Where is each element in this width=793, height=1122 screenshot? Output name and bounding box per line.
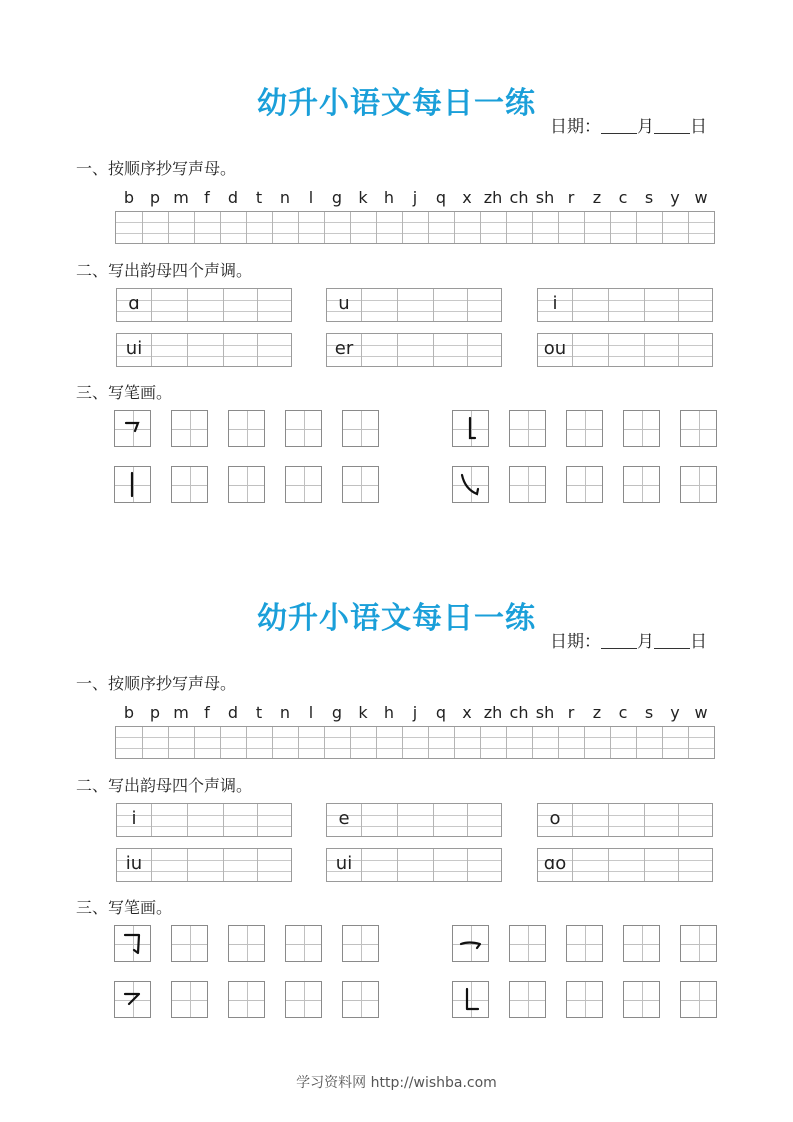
- initial-letter: b: [123, 188, 135, 207]
- final-label: ɑo: [543, 853, 567, 874]
- final-label: ui: [335, 853, 353, 874]
- initial-letter: zh: [483, 703, 503, 722]
- final-writing-box[interactable]: [326, 803, 502, 837]
- final-label: i: [552, 293, 558, 314]
- initial-letter: zh: [483, 188, 503, 207]
- stroke-practice-box[interactable]: [342, 981, 379, 1018]
- initial-letter: s: [644, 188, 654, 207]
- stroke-xiegou-icon: [453, 467, 488, 502]
- stroke-practice-box[interactable]: [623, 410, 660, 447]
- stroke-sample-box: [114, 981, 151, 1018]
- stroke-practice-box[interactable]: [623, 466, 660, 503]
- stroke-practice-box[interactable]: [566, 466, 603, 503]
- footer-watermark: 学习资料网 http://wishba.com: [296, 1075, 497, 1091]
- stroke-sample-box: [452, 925, 489, 962]
- initial-letter: z: [592, 703, 602, 722]
- stroke-shu-icon: [115, 467, 150, 502]
- final-writing-box[interactable]: [537, 803, 713, 837]
- worksheet-title: 幼升小语文每日一练: [257, 601, 536, 636]
- initial-letter: h: [383, 703, 395, 722]
- initial-letter: l: [308, 188, 314, 207]
- initial-letter: f: [204, 188, 210, 207]
- initial-letter: h: [383, 188, 395, 207]
- initial-letter: k: [358, 703, 368, 722]
- final-writing-box[interactable]: [116, 288, 292, 322]
- initials-writing-grid[interactable]: [115, 726, 715, 759]
- day-blank[interactable]: [654, 632, 690, 649]
- stroke-practice-box[interactable]: [228, 925, 265, 962]
- stroke-practice-box[interactable]: [680, 410, 717, 447]
- final-label: ui: [125, 338, 143, 359]
- initial-letter: j: [412, 188, 418, 207]
- stroke-practice-box[interactable]: [509, 925, 546, 962]
- initial-letter: x: [462, 703, 472, 722]
- month-blank[interactable]: [601, 117, 637, 134]
- final-label: ou: [543, 338, 567, 359]
- stroke-shuzhe-icon: [453, 982, 488, 1017]
- final-label: ɑ: [128, 293, 140, 314]
- stroke-practice-box[interactable]: [342, 410, 379, 447]
- initial-letter: t: [255, 188, 263, 207]
- section-heading-finals: 二、写出韵母四个声调。: [76, 261, 253, 280]
- initial-letter: p: [149, 188, 161, 207]
- stroke-practice-box[interactable]: [285, 466, 322, 503]
- stroke-practice-box[interactable]: [171, 981, 208, 1018]
- stroke-practice-box[interactable]: [566, 925, 603, 962]
- stroke-practice-box[interactable]: [509, 466, 546, 503]
- stroke-sample-box: [114, 925, 151, 962]
- initial-letter: d: [227, 703, 239, 722]
- initial-letter: q: [435, 188, 447, 207]
- initial-letter: z: [592, 188, 602, 207]
- initial-letter: n: [279, 703, 291, 722]
- initials-writing-grid[interactable]: [115, 211, 715, 244]
- initial-letter: q: [435, 703, 447, 722]
- final-label: iu: [125, 853, 143, 874]
- stroke-practice-box[interactable]: [285, 925, 322, 962]
- final-label: o: [549, 808, 561, 829]
- initial-letter: j: [412, 703, 418, 722]
- initial-letter: x: [462, 188, 472, 207]
- initial-letter: m: [173, 188, 189, 207]
- date-field: 日期： 月 日: [550, 632, 707, 652]
- stroke-practice-box[interactable]: [342, 925, 379, 962]
- section-heading-initials: 一、按顺序抄写声母。: [76, 674, 237, 693]
- initial-letter: sh: [535, 188, 555, 207]
- initial-letter: g: [331, 188, 343, 207]
- initial-letter: c: [618, 188, 628, 207]
- stroke-practice-box[interactable]: [285, 410, 322, 447]
- initial-letter: y: [670, 703, 680, 722]
- initial-letter: n: [279, 188, 291, 207]
- section-heading-finals: 二、写出韵母四个声调。: [76, 776, 253, 795]
- stroke-practice-box[interactable]: [509, 981, 546, 1018]
- final-label: u: [338, 293, 350, 314]
- initial-letter: c: [618, 703, 628, 722]
- stroke-practice-box[interactable]: [228, 981, 265, 1018]
- initial-letter: m: [173, 703, 189, 722]
- month-blank[interactable]: [601, 632, 637, 649]
- final-writing-box[interactable]: [116, 848, 292, 882]
- stroke-henggou-icon: [453, 926, 488, 961]
- stroke-practice-box[interactable]: [566, 410, 603, 447]
- final-writing-box[interactable]: [537, 848, 713, 882]
- stroke-practice-box[interactable]: [342, 466, 379, 503]
- final-label: i: [131, 808, 137, 829]
- final-writing-box[interactable]: [116, 333, 292, 367]
- initial-letter: l: [308, 703, 314, 722]
- initial-letter: w: [694, 703, 708, 722]
- stroke-hengzhe-icon: [115, 411, 150, 446]
- stroke-shuzhe-icon: [453, 411, 488, 446]
- final-writing-box[interactable]: [326, 333, 502, 367]
- stroke-sample-box: [114, 466, 151, 503]
- final-writing-box[interactable]: [326, 288, 502, 322]
- stroke-practice-box[interactable]: [623, 981, 660, 1018]
- stroke-sample-box: [452, 981, 489, 1018]
- initial-letter: y: [670, 188, 680, 207]
- section-heading-strokes: 三、写笔画。: [76, 898, 173, 917]
- stroke-practice-box[interactable]: [171, 410, 208, 447]
- stroke-practice-box[interactable]: [228, 466, 265, 503]
- stroke-hengzhegou-icon: [115, 926, 150, 961]
- final-writing-box[interactable]: [537, 288, 713, 322]
- stroke-practice-box[interactable]: [228, 410, 265, 447]
- stroke-practice-box[interactable]: [623, 925, 660, 962]
- final-writing-box[interactable]: [537, 333, 713, 367]
- stroke-practice-box[interactable]: [680, 466, 717, 503]
- initial-letter: ch: [509, 703, 529, 722]
- initial-letter: w: [694, 188, 708, 207]
- final-label: e: [338, 808, 350, 829]
- initial-letter: f: [204, 703, 210, 722]
- initial-letter: r: [567, 703, 575, 722]
- final-label: er: [334, 338, 354, 359]
- day-blank[interactable]: [654, 117, 690, 134]
- stroke-sample-box: [114, 410, 151, 447]
- stroke-practice-box[interactable]: [285, 981, 322, 1018]
- final-writing-box[interactable]: [116, 803, 292, 837]
- stroke-hengpie-icon: [115, 982, 150, 1017]
- stroke-practice-box[interactable]: [171, 466, 208, 503]
- stroke-sample-box: [452, 410, 489, 447]
- initial-letter: g: [331, 703, 343, 722]
- initial-letter: d: [227, 188, 239, 207]
- initial-letter: s: [644, 703, 654, 722]
- section-heading-initials: 一、按顺序抄写声母。: [76, 159, 237, 178]
- initial-letter: p: [149, 703, 161, 722]
- initial-letter: ch: [509, 188, 529, 207]
- worksheet-title: 幼升小语文每日一练: [257, 86, 536, 121]
- stroke-practice-box[interactable]: [566, 981, 603, 1018]
- initial-letter: sh: [535, 703, 555, 722]
- date-field: 日期： 月 日: [550, 117, 707, 137]
- stroke-practice-box[interactable]: [509, 410, 546, 447]
- initial-letter: k: [358, 188, 368, 207]
- initial-letter: r: [567, 188, 575, 207]
- stroke-practice-box[interactable]: [680, 981, 717, 1018]
- initial-letter: t: [255, 703, 263, 722]
- initial-letter: b: [123, 703, 135, 722]
- stroke-practice-box[interactable]: [680, 925, 717, 962]
- section-heading-strokes: 三、写笔画。: [76, 383, 173, 402]
- stroke-practice-box[interactable]: [171, 925, 208, 962]
- final-writing-box[interactable]: [326, 848, 502, 882]
- stroke-sample-box: [452, 466, 489, 503]
